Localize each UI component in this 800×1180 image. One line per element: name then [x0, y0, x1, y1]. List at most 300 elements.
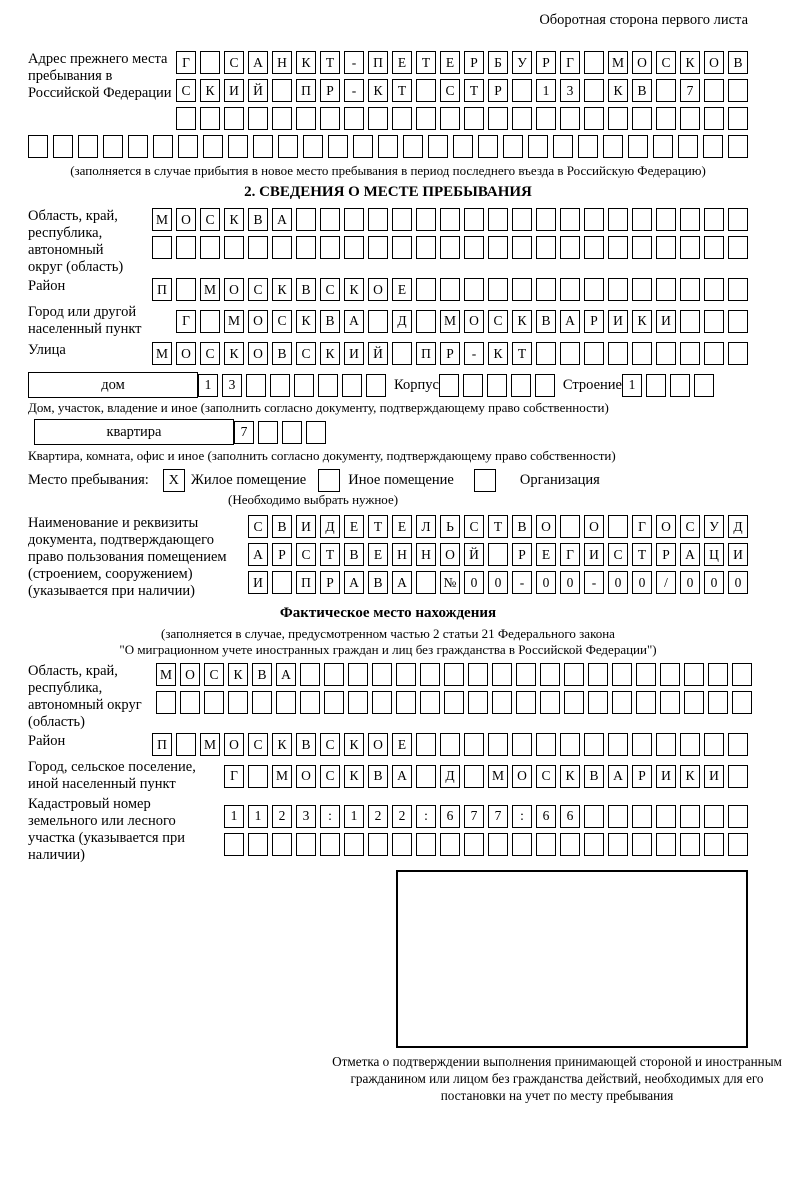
- char-cell[interactable]: В: [368, 765, 388, 788]
- char-cell[interactable]: С: [248, 733, 268, 756]
- char-cell[interactable]: 3: [222, 374, 242, 397]
- char-cell[interactable]: К: [608, 79, 628, 102]
- char-cell[interactable]: [536, 278, 556, 301]
- char-cell[interactable]: К: [320, 342, 340, 365]
- char-cell[interactable]: К: [488, 342, 508, 365]
- char-cell[interactable]: [420, 691, 440, 714]
- char-cell[interactable]: [270, 374, 290, 397]
- char-cell[interactable]: [578, 135, 598, 158]
- char-cell[interactable]: [200, 107, 220, 130]
- char-cell[interactable]: [608, 515, 628, 538]
- char-cell[interactable]: [440, 236, 460, 259]
- char-cell[interactable]: [680, 107, 700, 130]
- char-cell[interactable]: [440, 208, 460, 231]
- char-cell[interactable]: [228, 691, 248, 714]
- char-cell[interactable]: [478, 135, 498, 158]
- char-cell[interactable]: В: [272, 342, 292, 365]
- char-cell[interactable]: [512, 236, 532, 259]
- char-cell[interactable]: [660, 663, 680, 686]
- char-cell[interactable]: [300, 691, 320, 714]
- char-cell[interactable]: К: [368, 79, 388, 102]
- char-cell[interactable]: В: [296, 278, 316, 301]
- char-cell[interactable]: К: [632, 310, 652, 333]
- char-cell[interactable]: К: [512, 310, 532, 333]
- char-cell[interactable]: :: [512, 805, 532, 828]
- char-cell[interactable]: С: [248, 278, 268, 301]
- char-cell[interactable]: [296, 833, 316, 856]
- char-cell[interactable]: [584, 733, 604, 756]
- char-cell[interactable]: О: [248, 342, 268, 365]
- char-cell[interactable]: В: [368, 571, 388, 594]
- char-cell[interactable]: [252, 691, 272, 714]
- char-cell[interactable]: [728, 342, 748, 365]
- char-cell[interactable]: [540, 663, 560, 686]
- char-cell[interactable]: Р: [536, 51, 556, 74]
- char-cell[interactable]: Р: [584, 310, 604, 333]
- char-cell[interactable]: [680, 833, 700, 856]
- char-cell[interactable]: Д: [392, 310, 412, 333]
- char-cell[interactable]: [540, 691, 560, 714]
- char-cell[interactable]: [224, 833, 244, 856]
- char-cell[interactable]: [684, 663, 704, 686]
- char-cell[interactable]: Ц: [704, 543, 724, 566]
- char-cell[interactable]: Р: [632, 765, 652, 788]
- char-cell[interactable]: [656, 208, 676, 231]
- char-cell[interactable]: [632, 208, 652, 231]
- char-cell[interactable]: [103, 135, 123, 158]
- char-cell[interactable]: [535, 374, 555, 397]
- char-cell[interactable]: [560, 833, 580, 856]
- char-cell[interactable]: В: [584, 765, 604, 788]
- char-cell[interactable]: [403, 135, 423, 158]
- checkbox-residential[interactable]: X: [163, 469, 185, 492]
- char-cell[interactable]: [248, 107, 268, 130]
- char-cell[interactable]: Д: [320, 515, 340, 538]
- char-cell[interactable]: [224, 107, 244, 130]
- char-cell[interactable]: [560, 208, 580, 231]
- char-cell[interactable]: 6: [440, 805, 460, 828]
- char-cell[interactable]: Р: [464, 51, 484, 74]
- char-cell[interactable]: М: [440, 310, 460, 333]
- char-cell[interactable]: 6: [560, 805, 580, 828]
- char-cell[interactable]: С: [248, 515, 268, 538]
- char-cell[interactable]: [342, 374, 362, 397]
- char-cell[interactable]: О: [584, 515, 604, 538]
- char-cell[interactable]: [636, 663, 656, 686]
- char-cell[interactable]: [228, 135, 248, 158]
- char-cell[interactable]: [492, 691, 512, 714]
- char-cell[interactable]: О: [180, 663, 200, 686]
- char-cell[interactable]: [488, 107, 508, 130]
- char-cell[interactable]: [608, 208, 628, 231]
- char-cell[interactable]: [294, 374, 314, 397]
- char-cell[interactable]: К: [272, 278, 292, 301]
- char-cell[interactable]: [728, 310, 748, 333]
- char-cell[interactable]: 0: [464, 571, 484, 594]
- char-cell[interactable]: [632, 107, 652, 130]
- char-cell[interactable]: [704, 107, 724, 130]
- char-cell[interactable]: К: [680, 765, 700, 788]
- char-cell[interactable]: И: [608, 310, 628, 333]
- char-cell[interactable]: :: [320, 805, 340, 828]
- char-cell[interactable]: [603, 135, 623, 158]
- char-cell[interactable]: [608, 833, 628, 856]
- char-cell[interactable]: [444, 691, 464, 714]
- char-cell[interactable]: [28, 135, 48, 158]
- char-cell[interactable]: О: [656, 515, 676, 538]
- char-cell[interactable]: [732, 663, 752, 686]
- char-cell[interactable]: [588, 663, 608, 686]
- char-cell[interactable]: [560, 733, 580, 756]
- char-cell[interactable]: 3: [296, 805, 316, 828]
- char-cell[interactable]: [680, 733, 700, 756]
- char-cell[interactable]: Р: [512, 543, 532, 566]
- char-cell[interactable]: [272, 833, 292, 856]
- char-cell[interactable]: [560, 236, 580, 259]
- char-cell[interactable]: [488, 543, 508, 566]
- char-cell[interactable]: Т: [392, 79, 412, 102]
- char-cell[interactable]: [660, 691, 680, 714]
- char-cell[interactable]: [378, 135, 398, 158]
- char-cell[interactable]: [584, 79, 604, 102]
- char-cell[interactable]: [152, 236, 172, 259]
- char-cell[interactable]: [328, 135, 348, 158]
- char-cell[interactable]: А: [344, 310, 364, 333]
- char-cell[interactable]: И: [656, 310, 676, 333]
- char-cell[interactable]: Е: [536, 543, 556, 566]
- char-cell[interactable]: С: [320, 733, 340, 756]
- char-cell[interactable]: [272, 79, 292, 102]
- char-cell[interactable]: [728, 79, 748, 102]
- char-cell[interactable]: [487, 374, 507, 397]
- char-cell[interactable]: С: [440, 79, 460, 102]
- char-cell[interactable]: [224, 236, 244, 259]
- char-cell[interactable]: А: [392, 571, 412, 594]
- char-cell[interactable]: С: [200, 342, 220, 365]
- char-cell[interactable]: С: [200, 208, 220, 231]
- char-cell[interactable]: 1: [622, 374, 642, 397]
- char-cell[interactable]: О: [632, 51, 652, 74]
- char-cell[interactable]: О: [296, 765, 316, 788]
- char-cell[interactable]: [728, 805, 748, 828]
- char-cell[interactable]: К: [272, 733, 292, 756]
- char-cell[interactable]: Т: [320, 543, 340, 566]
- char-cell[interactable]: Е: [440, 51, 460, 74]
- char-cell[interactable]: [608, 278, 628, 301]
- char-cell[interactable]: [536, 342, 556, 365]
- char-cell[interactable]: [416, 79, 436, 102]
- char-cell[interactable]: Р: [272, 543, 292, 566]
- char-cell[interactable]: [632, 236, 652, 259]
- char-cell[interactable]: [176, 733, 196, 756]
- char-cell[interactable]: [704, 278, 724, 301]
- char-cell[interactable]: [536, 236, 556, 259]
- char-cell[interactable]: А: [248, 51, 268, 74]
- char-cell[interactable]: -: [584, 571, 604, 594]
- char-cell[interactable]: П: [368, 51, 388, 74]
- char-cell[interactable]: 0: [488, 571, 508, 594]
- char-cell[interactable]: [632, 833, 652, 856]
- char-cell[interactable]: [464, 107, 484, 130]
- char-cell[interactable]: [680, 278, 700, 301]
- char-cell[interactable]: [204, 691, 224, 714]
- char-cell[interactable]: К: [224, 342, 244, 365]
- char-cell[interactable]: [632, 278, 652, 301]
- char-cell[interactable]: А: [608, 765, 628, 788]
- char-cell[interactable]: [200, 236, 220, 259]
- char-cell[interactable]: О: [368, 278, 388, 301]
- char-cell[interactable]: №: [440, 571, 460, 594]
- char-cell[interactable]: [728, 733, 748, 756]
- char-cell[interactable]: [560, 107, 580, 130]
- char-cell[interactable]: Т: [464, 79, 484, 102]
- char-cell[interactable]: [344, 833, 364, 856]
- char-cell[interactable]: [584, 805, 604, 828]
- char-cell[interactable]: [512, 733, 532, 756]
- char-cell[interactable]: [680, 310, 700, 333]
- char-cell[interactable]: О: [512, 765, 532, 788]
- char-cell[interactable]: [248, 833, 268, 856]
- char-cell[interactable]: [728, 208, 748, 231]
- char-cell[interactable]: [704, 208, 724, 231]
- char-cell[interactable]: [439, 374, 459, 397]
- char-cell[interactable]: [704, 342, 724, 365]
- char-cell[interactable]: [320, 833, 340, 856]
- char-cell[interactable]: Е: [392, 278, 412, 301]
- char-cell[interactable]: /: [656, 571, 676, 594]
- char-cell[interactable]: [656, 107, 676, 130]
- char-cell[interactable]: [128, 135, 148, 158]
- char-cell[interactable]: В: [272, 515, 292, 538]
- char-cell[interactable]: [564, 691, 584, 714]
- char-cell[interactable]: [353, 135, 373, 158]
- char-cell[interactable]: [344, 236, 364, 259]
- char-cell[interactable]: П: [152, 733, 172, 756]
- char-cell[interactable]: [453, 135, 473, 158]
- char-cell[interactable]: Н: [272, 51, 292, 74]
- char-cell[interactable]: [176, 236, 196, 259]
- char-cell[interactable]: Т: [368, 515, 388, 538]
- char-cell[interactable]: С: [464, 515, 484, 538]
- char-cell[interactable]: [272, 571, 292, 594]
- char-cell[interactable]: [584, 51, 604, 74]
- char-cell[interactable]: [632, 733, 652, 756]
- char-cell[interactable]: -: [344, 51, 364, 74]
- char-cell[interactable]: К: [560, 765, 580, 788]
- char-cell[interactable]: К: [680, 51, 700, 74]
- char-cell[interactable]: [272, 107, 292, 130]
- char-cell[interactable]: [464, 236, 484, 259]
- char-cell[interactable]: И: [224, 79, 244, 102]
- char-cell[interactable]: [248, 236, 268, 259]
- char-cell[interactable]: [468, 663, 488, 686]
- char-cell[interactable]: 2: [392, 805, 412, 828]
- char-cell[interactable]: [670, 374, 690, 397]
- char-cell[interactable]: И: [584, 543, 604, 566]
- char-cell[interactable]: Г: [632, 515, 652, 538]
- char-cell[interactable]: В: [728, 51, 748, 74]
- char-cell[interactable]: [372, 691, 392, 714]
- char-cell[interactable]: [536, 833, 556, 856]
- checkbox-other-premises[interactable]: [318, 469, 340, 492]
- char-cell[interactable]: [584, 208, 604, 231]
- char-cell[interactable]: [632, 342, 652, 365]
- char-cell[interactable]: [368, 310, 388, 333]
- char-cell[interactable]: [416, 571, 436, 594]
- char-cell[interactable]: К: [344, 733, 364, 756]
- char-cell[interactable]: В: [296, 733, 316, 756]
- char-cell[interactable]: [200, 310, 220, 333]
- char-cell[interactable]: [684, 691, 704, 714]
- char-cell[interactable]: А: [392, 765, 412, 788]
- char-cell[interactable]: Р: [440, 342, 460, 365]
- char-cell[interactable]: В: [248, 208, 268, 231]
- char-cell[interactable]: [680, 236, 700, 259]
- char-cell[interactable]: И: [296, 515, 316, 538]
- char-cell[interactable]: [560, 278, 580, 301]
- char-cell[interactable]: [656, 733, 676, 756]
- char-cell[interactable]: [396, 691, 416, 714]
- char-cell[interactable]: О: [176, 342, 196, 365]
- char-cell[interactable]: [296, 236, 316, 259]
- char-cell[interactable]: Р: [320, 571, 340, 594]
- char-cell[interactable]: -: [344, 79, 364, 102]
- char-cell[interactable]: К: [344, 278, 364, 301]
- char-cell[interactable]: [324, 691, 344, 714]
- char-cell[interactable]: 2: [272, 805, 292, 828]
- char-cell[interactable]: [656, 278, 676, 301]
- char-cell[interactable]: В: [344, 543, 364, 566]
- char-cell[interactable]: [512, 208, 532, 231]
- char-cell[interactable]: [392, 208, 412, 231]
- char-cell[interactable]: В: [512, 515, 532, 538]
- char-cell[interactable]: [678, 135, 698, 158]
- char-cell[interactable]: [153, 135, 173, 158]
- char-cell[interactable]: М: [608, 51, 628, 74]
- char-cell[interactable]: [416, 765, 436, 788]
- char-cell[interactable]: [704, 236, 724, 259]
- char-cell[interactable]: А: [344, 571, 364, 594]
- char-cell[interactable]: Е: [392, 733, 412, 756]
- char-cell[interactable]: М: [224, 310, 244, 333]
- char-cell[interactable]: [708, 691, 728, 714]
- char-cell[interactable]: Й: [368, 342, 388, 365]
- char-cell[interactable]: [560, 342, 580, 365]
- char-cell[interactable]: [392, 236, 412, 259]
- char-cell[interactable]: [278, 135, 298, 158]
- char-cell[interactable]: [176, 278, 196, 301]
- char-cell[interactable]: Т: [632, 543, 652, 566]
- char-cell[interactable]: [156, 691, 176, 714]
- char-cell[interactable]: [653, 135, 673, 158]
- char-cell[interactable]: [416, 107, 436, 130]
- char-cell[interactable]: [200, 51, 220, 74]
- char-cell[interactable]: [324, 663, 344, 686]
- char-cell[interactable]: И: [656, 765, 676, 788]
- char-cell[interactable]: Й: [248, 79, 268, 102]
- char-cell[interactable]: М: [156, 663, 176, 686]
- char-cell[interactable]: Д: [728, 515, 748, 538]
- char-cell[interactable]: [708, 663, 728, 686]
- char-cell[interactable]: С: [320, 278, 340, 301]
- char-cell[interactable]: К: [224, 208, 244, 231]
- char-cell[interactable]: [464, 765, 484, 788]
- char-cell[interactable]: 0: [608, 571, 628, 594]
- char-cell[interactable]: [612, 691, 632, 714]
- char-cell[interactable]: -: [512, 571, 532, 594]
- char-cell[interactable]: [344, 107, 364, 130]
- char-cell[interactable]: 2: [368, 805, 388, 828]
- char-cell[interactable]: [320, 208, 340, 231]
- char-cell[interactable]: [464, 733, 484, 756]
- char-cell[interactable]: [628, 135, 648, 158]
- char-cell[interactable]: Р: [488, 79, 508, 102]
- confirmation-mark-box[interactable]: [396, 870, 748, 1048]
- char-cell[interactable]: [704, 833, 724, 856]
- char-cell[interactable]: [656, 342, 676, 365]
- char-cell[interactable]: С: [656, 51, 676, 74]
- char-cell[interactable]: Г: [560, 543, 580, 566]
- char-cell[interactable]: Н: [416, 543, 436, 566]
- char-cell[interactable]: [512, 833, 532, 856]
- char-cell[interactable]: Ь: [440, 515, 460, 538]
- char-cell[interactable]: 1: [224, 805, 244, 828]
- char-cell[interactable]: Р: [656, 543, 676, 566]
- char-cell[interactable]: [516, 663, 536, 686]
- char-cell[interactable]: Д: [440, 765, 460, 788]
- char-cell[interactable]: К: [228, 663, 248, 686]
- char-cell[interactable]: [368, 208, 388, 231]
- char-cell[interactable]: [320, 107, 340, 130]
- char-cell[interactable]: П: [416, 342, 436, 365]
- char-cell[interactable]: [680, 208, 700, 231]
- char-cell[interactable]: С: [608, 543, 628, 566]
- char-cell[interactable]: С: [320, 765, 340, 788]
- char-cell[interactable]: Р: [320, 79, 340, 102]
- char-cell[interactable]: О: [704, 51, 724, 74]
- char-cell[interactable]: [512, 107, 532, 130]
- char-cell[interactable]: [536, 733, 556, 756]
- char-cell[interactable]: [584, 278, 604, 301]
- char-cell[interactable]: [584, 342, 604, 365]
- char-cell[interactable]: [303, 135, 323, 158]
- char-cell[interactable]: Л: [416, 515, 436, 538]
- char-cell[interactable]: С: [204, 663, 224, 686]
- char-cell[interactable]: [248, 765, 268, 788]
- char-cell[interactable]: С: [488, 310, 508, 333]
- char-cell[interactable]: [612, 663, 632, 686]
- char-cell[interactable]: [246, 374, 266, 397]
- char-cell[interactable]: [646, 374, 666, 397]
- char-cell[interactable]: [680, 805, 700, 828]
- char-cell[interactable]: А: [248, 543, 268, 566]
- char-cell[interactable]: 0: [728, 571, 748, 594]
- char-cell[interactable]: [416, 208, 436, 231]
- char-cell[interactable]: [488, 236, 508, 259]
- char-cell[interactable]: [258, 421, 278, 444]
- char-cell[interactable]: [560, 515, 580, 538]
- char-cell[interactable]: [416, 833, 436, 856]
- char-cell[interactable]: К: [200, 79, 220, 102]
- char-cell[interactable]: Т: [320, 51, 340, 74]
- char-cell[interactable]: 7: [234, 421, 254, 444]
- char-cell[interactable]: [440, 278, 460, 301]
- char-cell[interactable]: [528, 135, 548, 158]
- char-cell[interactable]: С: [272, 310, 292, 333]
- char-cell[interactable]: [296, 208, 316, 231]
- char-cell[interactable]: [732, 691, 752, 714]
- char-cell[interactable]: [348, 691, 368, 714]
